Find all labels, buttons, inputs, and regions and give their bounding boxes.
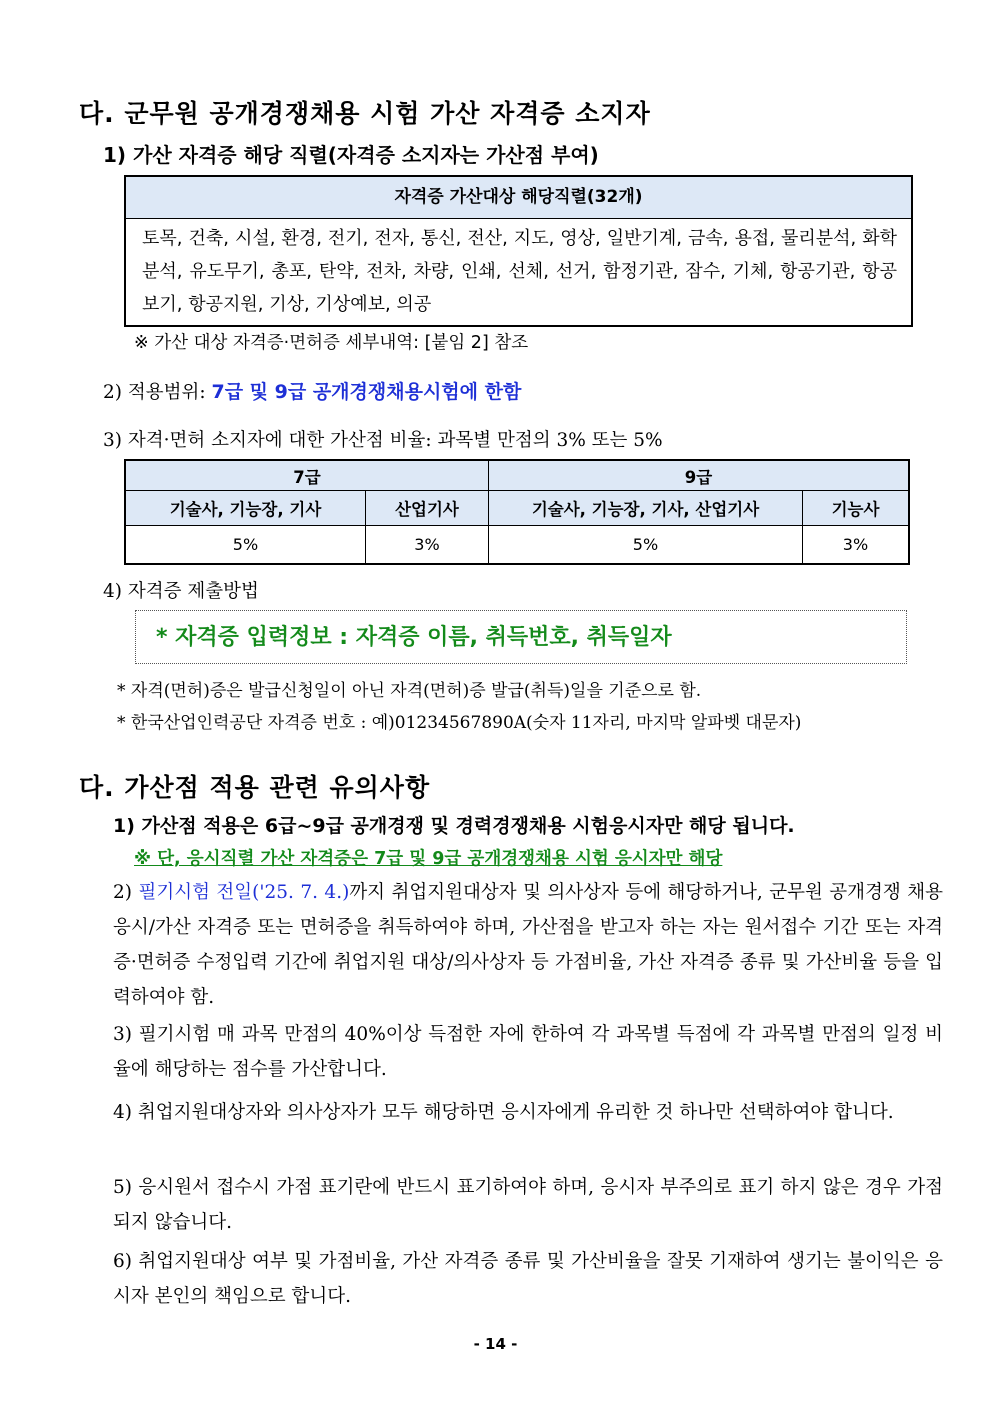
b-item2-num: 2) [113, 882, 139, 903]
b-item3: 3) 필기시험 매 과목 만점의 40%이상 득점한 자에 한하여 각 과목별 득점에 각 과목별 만점의 일정 비율에 해당하는 점수를 가산합니다. [113, 1024, 943, 1080]
b-item2-highlight: 필기시험 전일('25. 7. 4.) [138, 882, 350, 903]
b-item6: 6) 취업지원대상 여부 및 가점비율, 가산 자격증 종류 및 가산비율을 잘못 기재하여 생기는 불이익은 응시자 본인의 책임으로 합니다. [113, 1251, 943, 1307]
col-header: 기능사 [803, 491, 910, 526]
table-cell: 5% [125, 526, 366, 565]
col-header: 기술사, 기능장, 기사, 산업기사 [489, 491, 803, 526]
table-cell: 3% [803, 526, 910, 565]
b-item1: 1) 가산점 적용은 6급~9급 공개경쟁 및 경력경쟁채용 시험응시자만 해당 됩니다. [113, 815, 795, 837]
item3: 3) 자격·면허 소지자에 대한 가산점 비율: 과목별 만점의 3% 또는 5% [103, 430, 663, 451]
b-item2-rest: 까지 취업지원대상자 및 의사상자 등에 해당하거나, 군무원 공개경쟁 채용 응시/가산 자격증 또는 면허증을 취득하여야 하며, 가산점을 받고자 하는 자는 원서접수 기간 또는 자격증·면허증 수정입력 기간에 취업지원 대상/의사상자 등 가점비율, 가산 자격증 종류 및 가산비율 등을 입력하여야 함. [113, 882, 943, 1008]
eligible-series-header: 자격증 가산대상 해당직렬(32개) [126, 177, 911, 219]
rate-table [124, 459, 910, 565]
item2 [103, 377, 521, 404]
input-info: * 자격증 입력정보 : 자격증 이름, 취득번호, 취득일자 [156, 625, 672, 650]
item2-highlight: 7급 및 9급 공개경쟁채용시험에 한함 [211, 381, 522, 403]
b-item1-note: ※ 단, 응시직렬 가산 자격증은 7급 및 9급 공개경쟁채용 시험 응시자만 해당 [134, 849, 723, 869]
b-item2 [113, 875, 943, 1015]
b-item5: 5) 응시원서 접수시 가점 표기란에 반드시 표기하여야 하며, 응시자 부주의로 표기 하지 않은 경우 가점되지 않습니다. [113, 1177, 943, 1233]
section-a-title: 다. 군무원 공개경쟁채용 시험 가산 자격증 소지자 [79, 99, 651, 128]
table-cell: 3% [366, 526, 489, 565]
section-b-title: 다. 가산점 적용 관련 유의사항 [79, 773, 431, 802]
item1-title: 1) 가산 자격증 해당 직렬(자격증 소지자는 가산점 부여) [103, 143, 599, 167]
page-number: - 14 - [473, 1335, 518, 1353]
input-info-box [135, 610, 907, 664]
table-cell: 5% [489, 526, 803, 565]
eligible-series-list: 토목, 건축, 시설, 환경, 전기, 전자, 통신, 전산, 지도, 영상, 일반기계, 금속, 용접, 물리분석, 화학분석, 유도무기, 총포, 탄약, 전차, 차량, 인쇄, 선체, 선거, 함정기관, 잠수, 기체, 항공기관, 항공보기, 항공지원, 기상, 기상예보, 의공 [142, 228, 897, 315]
note2: * 한국산업인력공단 자격증 번호 : 예)01234567890A(숫자 11자리, 마지막 알파벳 대문자) [117, 713, 802, 733]
b-item4: 4) 취업지원대상자와 의사상자가 모두 해당하면 응시자에게 유리한 것 하나만 선택하여야 합니다. [113, 1102, 894, 1123]
col-header: 기술사, 기능장, 기사 [125, 491, 366, 526]
item4: 4) 자격증 제출방법 [103, 581, 259, 602]
item2-prefix: 2) 적용범위: [103, 382, 212, 403]
eligible-series-box [124, 175, 913, 327]
box-note: ※ 가산 대상 자격증·면허증 세부내역: [붙임 2] 참조 [134, 333, 529, 353]
note1: * 자격(면허)증은 발급신청일이 아닌 자격(면허)증 발급(취득)일을 기준으로 함. [117, 681, 702, 701]
grade7-header: 7급 [125, 460, 489, 491]
col-header: 산업기사 [366, 491, 489, 526]
grade9-header: 9급 [489, 460, 910, 491]
